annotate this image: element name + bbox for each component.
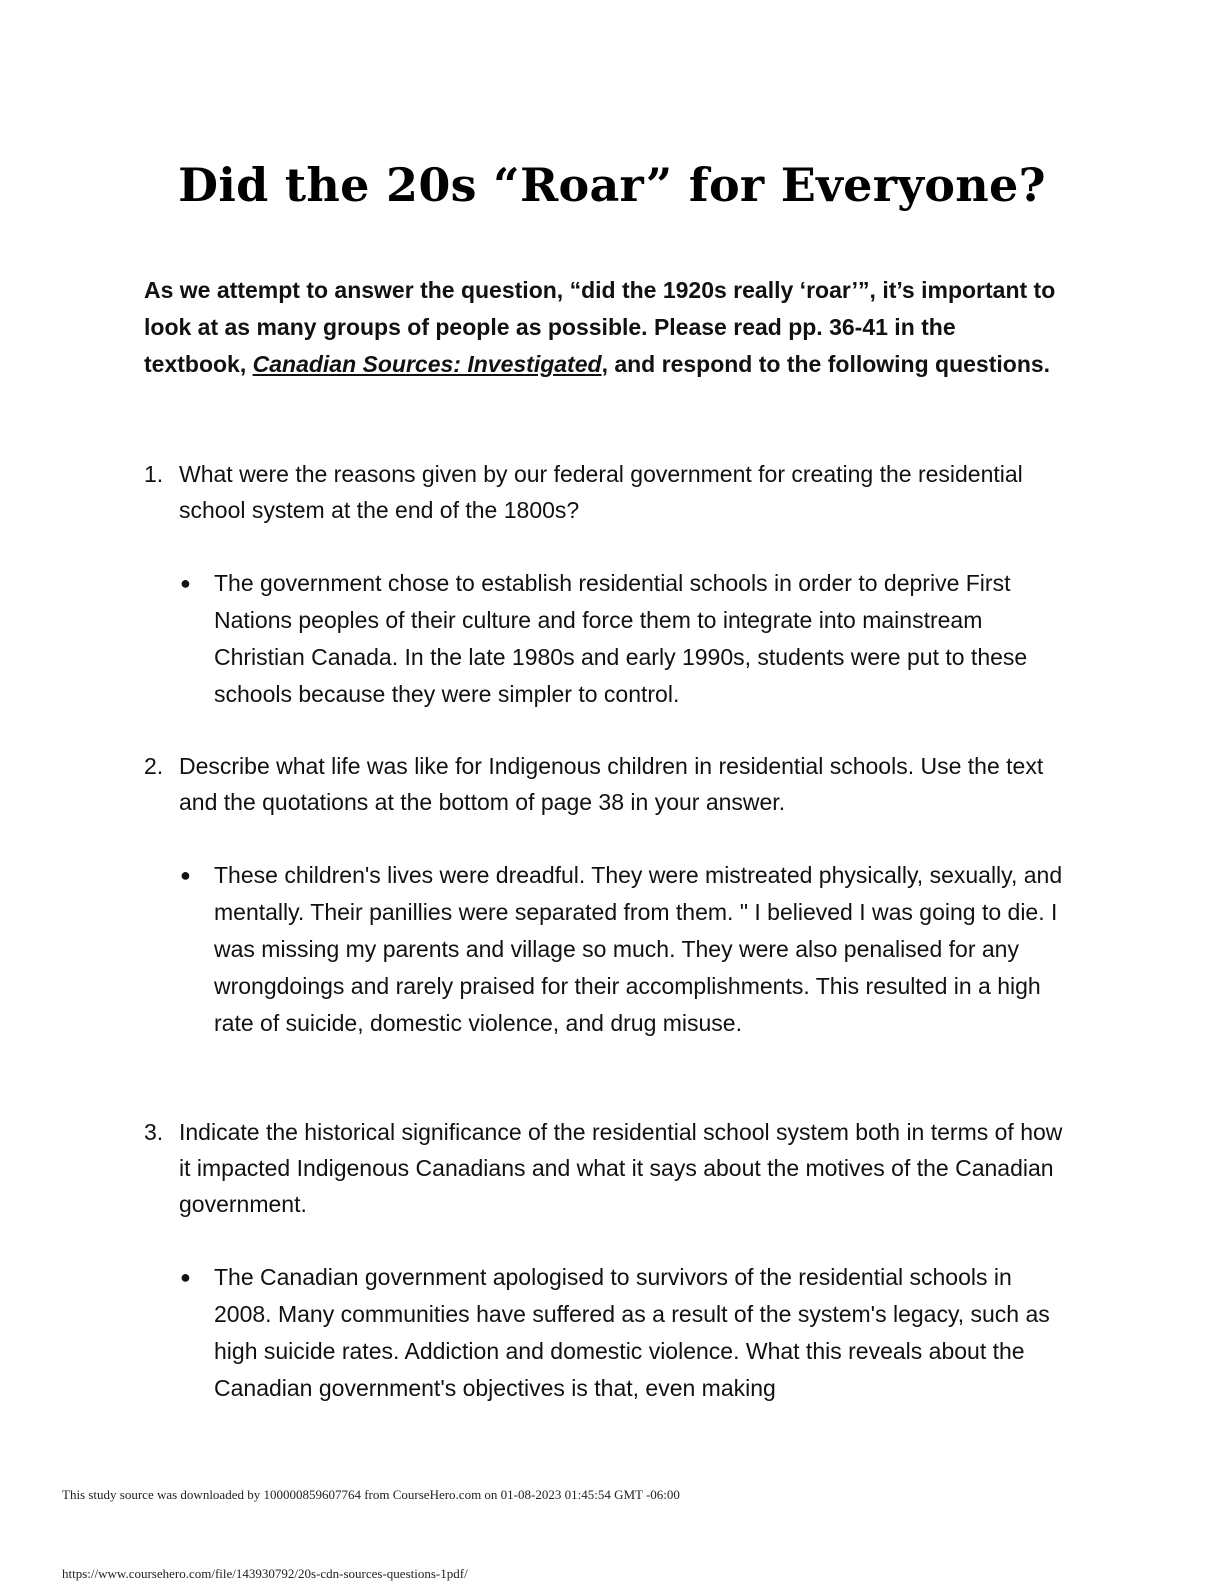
question-3 [144, 1114, 1074, 1222]
intro-text-part2: , and respond to the following questions. [601, 351, 1051, 377]
answer-text: The Canadian government apologised to survivors of the residential schools in 2008. Many communities have suffered as a result of the system's legacy, such as high suicide rates. Addiction and domestic violence. What this reveals about the Canadian government's objectives is that, even making [214, 1264, 1050, 1401]
intro-text-part1: As we attempt to answer the question, “did the 1920s really ‘roar’”, it’s important to look at as many groups of people as possible. Please read pp. 36-41 in the textbook, [144, 277, 1056, 377]
intro-paragraph [144, 272, 1064, 383]
answer-3 [180, 1259, 1075, 1407]
question-text: Describe what life was like for Indigenous children in residential schools. Use the text and the quotations at the bottom of page 38 in your answer. [179, 753, 1044, 815]
source-url[interactable]: https://www.coursehero.com/file/143930792/20s-cdn-sources-questions-1pdf/ [62, 1566, 468, 1581]
document-title: Did the 20s “Roar” for Everyone? [178, 158, 1046, 212]
question-number: 2. [144, 753, 164, 779]
answer-text: These children's lives were dreadful. They were mistreated physically, sexually, and mentally. Their panillies were separated from them. " I believed I was going to die. I was missing my parents and village so much. They were also penalised for any wrongdoings and rarely praised for their accomplishments. This resulted in a high rate of suicide, domestic violence, and drug misuse. [214, 862, 1063, 1036]
download-note: This study source was downloaded by 100000859607764 from CourseHero.com on 01-08-2023 01:45:54 GMT -06:00 [62, 1487, 680, 1502]
bullet-icon: ● [180, 865, 191, 885]
question-text: Indicate the historical significance of the residential school system both in terms of how it impacted Indigenous Canadians and what it says about the motives of the Canadian government. [179, 1119, 1063, 1217]
question-1 [144, 456, 1074, 528]
answer-1 [180, 565, 1075, 713]
answer-text: The government chose to establish residential schools in order to deprive First Nations peoples of their culture and force them to integrate into mainstream Christian Canada. In the late 1980s and early 1990s, students were put to these schools because they were simpler to control. [214, 570, 1028, 707]
textbook-title: Canadian Sources: Investigated [252, 351, 602, 377]
bullet-icon: ● [180, 1267, 191, 1287]
question-text: What were the reasons given by our federal government for creating the residential school system at the end of the 1800s? [179, 461, 1023, 523]
bullet-icon: ● [180, 573, 191, 593]
question-number: 3. [144, 1119, 164, 1145]
question-2 [144, 748, 1074, 820]
question-number: 1. [144, 461, 164, 487]
answer-2 [180, 857, 1075, 1042]
